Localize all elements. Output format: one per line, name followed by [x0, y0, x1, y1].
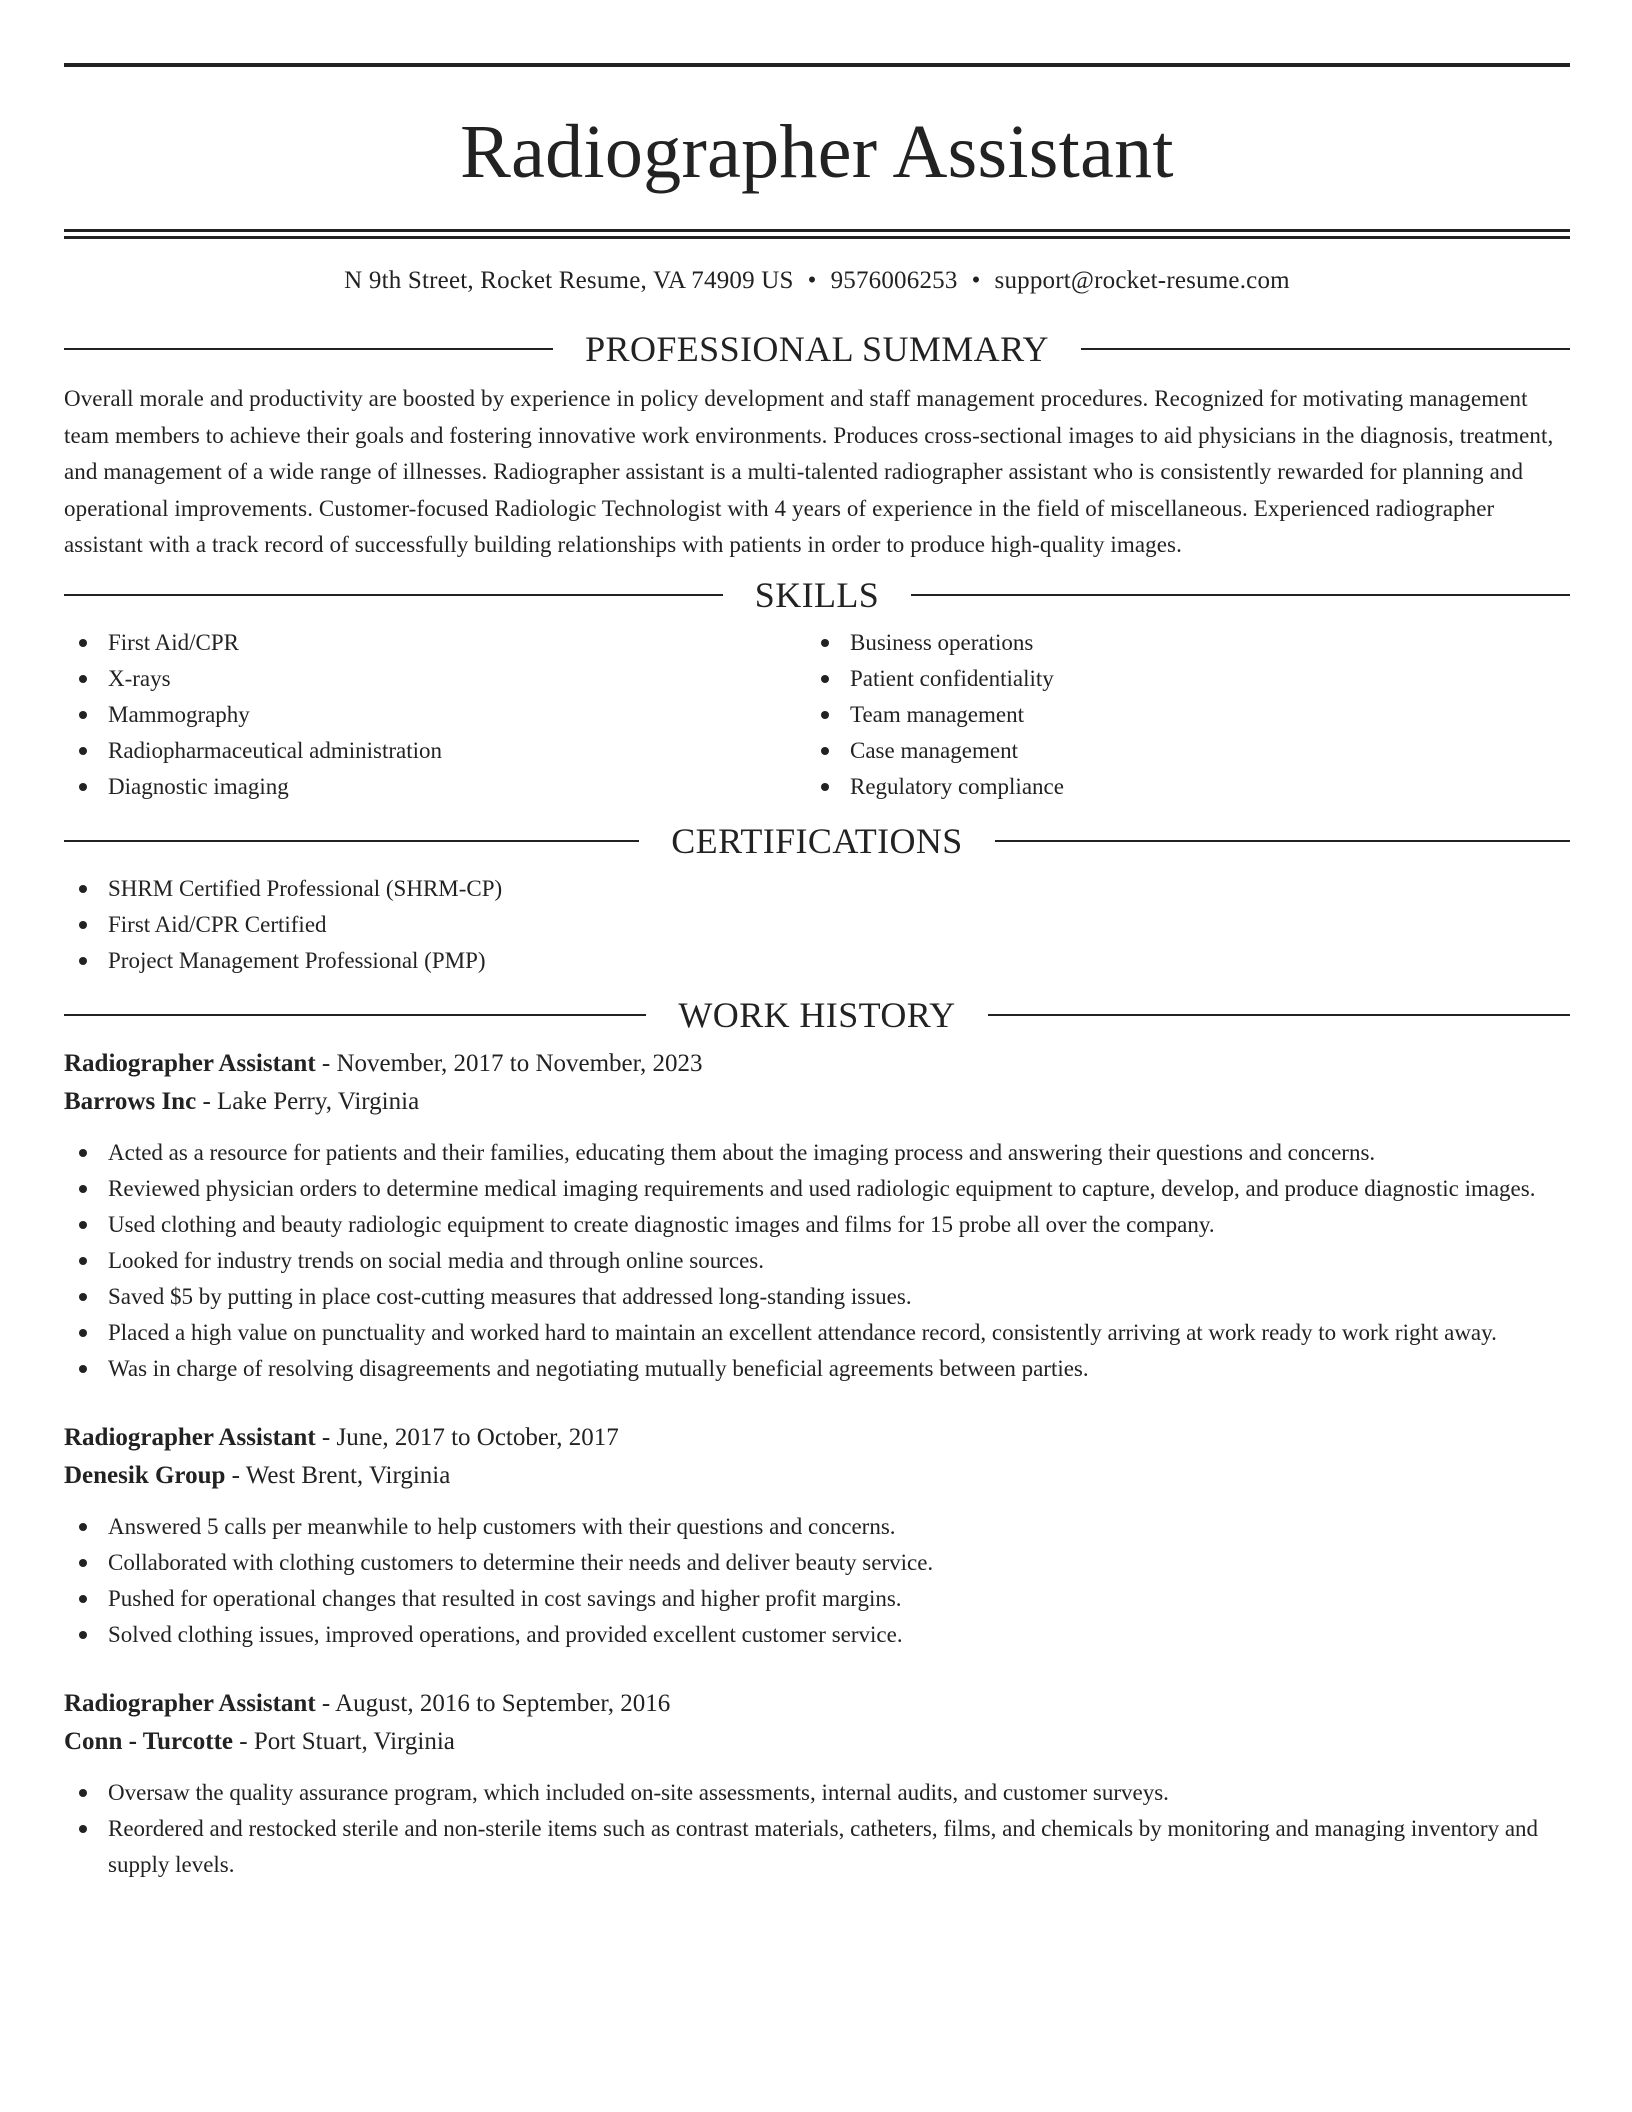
skill-text: First Aid/CPR	[108, 629, 240, 655]
title-double-rule	[64, 229, 1570, 239]
bullet-dot	[821, 639, 829, 647]
job-dates: - June, 2017 to October, 2017	[315, 1423, 619, 1451]
section-rule-left	[64, 594, 723, 596]
section-rule-right	[988, 1014, 1570, 1016]
job-company: Denesik Group	[64, 1461, 226, 1489]
job-dates: - August, 2016 to September, 2016	[315, 1689, 671, 1717]
section-rule-left	[64, 348, 553, 350]
skills-columns	[64, 625, 1570, 805]
bullet-dot	[79, 1149, 87, 1157]
duty-text: Oversaw the quality assurance program, which included on-site assessments, internal audits, and customer surveys.	[108, 1779, 1169, 1805]
job-entry	[64, 1419, 1570, 1653]
summary-section-header	[64, 329, 1570, 369]
summary-paragraph: Overall morale and productivity are boosted by experience in policy development and staff management procedures. Recognized for motivating management team members to achieve their goals and fostering innovative work environments. Produces cross-sectional images to aid physicians in the diagnosis, treatment, and management of a wide range of illnesses. Radiographer assistant is a multi-talented radiographer assistant who is consistently rewarded for planning and operational improvements. Customer-focused Radiologic Technologist with 4 years of experience in the field of miscellaneous. Experienced radiographer assistant with a track record of successfully building relationships with patients in order to produce high-quality images.	[64, 386, 1554, 557]
job-entry	[64, 1685, 1570, 1883]
bullet-dot	[79, 1631, 87, 1639]
skill-item	[806, 625, 1548, 661]
skill-item	[806, 769, 1548, 805]
section-heading-work: WORK HISTORY	[678, 994, 956, 1035]
bullet-dot	[79, 1257, 87, 1265]
duty-item	[64, 1509, 1570, 1545]
section-rule-right	[911, 594, 1570, 596]
job-title-line	[64, 1419, 1570, 1457]
duty-text: Saved $5 by putting in place cost-cutting measures that addressed long-standing issues.	[108, 1283, 912, 1309]
duty-text: Answered 5 calls per meanwhile to help customers with their questions and concerns.	[108, 1513, 896, 1539]
bullet-dot	[79, 1185, 87, 1193]
duty-item	[64, 1351, 1570, 1387]
job-duties	[64, 1135, 1570, 1387]
job-title: Radiographer Assistant	[64, 1423, 316, 1451]
certification-item	[64, 871, 1570, 907]
certification-text: Project Management Professional (PMP)	[108, 947, 486, 973]
duty-text: Was in charge of resolving disagreements and negotiating mutually beneficial agreements between parties.	[108, 1355, 1089, 1381]
bullet-dot	[79, 675, 87, 683]
bullet-dot	[79, 639, 87, 647]
skills-section-header	[64, 575, 1570, 615]
job-company: Barrows Inc	[64, 1087, 197, 1115]
job-company-line	[64, 1723, 1570, 1761]
resume-title: Radiographer Assistant	[460, 110, 1174, 194]
skill-text: X-rays	[108, 665, 171, 691]
certification-text: First Aid/CPR Certified	[108, 911, 327, 937]
skill-text: Team management	[850, 701, 1025, 727]
skill-text: Business operations	[850, 629, 1034, 655]
certifications-section-header	[64, 821, 1570, 861]
job-title-line	[64, 1045, 1570, 1083]
bullet-dot	[79, 711, 87, 719]
skill-item	[806, 733, 1548, 769]
job-entry	[64, 1045, 1570, 1387]
certifications-list	[64, 871, 1570, 979]
bullet-dot	[79, 1329, 87, 1337]
skill-item	[64, 697, 806, 733]
section-rule-left	[64, 1014, 646, 1016]
certification-text: SHRM Certified Professional (SHRM-CP)	[108, 875, 503, 901]
duty-text: Collaborated with clothing customers to determine their needs and deliver beauty service.	[108, 1549, 934, 1575]
duty-item	[64, 1315, 1570, 1351]
job-title-line	[64, 1685, 1570, 1723]
skill-item	[64, 769, 806, 805]
duty-text: Solved clothing issues, improved operations, and provided excellent customer service.	[108, 1621, 903, 1647]
bullet-dot	[79, 747, 87, 755]
skill-text: Diagnostic imaging	[108, 773, 289, 799]
duty-item	[64, 1775, 1570, 1811]
bullet-dot	[79, 957, 87, 965]
contact-address: N 9th Street, Rocket Resume, VA 74909 US	[344, 267, 794, 294]
job-duties	[64, 1509, 1570, 1653]
skill-text: Regulatory compliance	[850, 773, 1064, 799]
contact-separator: •	[971, 267, 981, 294]
skill-item	[806, 661, 1548, 697]
bullet-dot	[79, 1221, 87, 1229]
duty-item	[64, 1135, 1570, 1171]
skill-text: Patient confidentiality	[850, 665, 1054, 691]
section-heading-certifications: CERTIFICATIONS	[671, 820, 963, 861]
skill-item	[806, 697, 1548, 733]
bullet-dot	[821, 747, 829, 755]
skill-text: Radiopharmaceutical administration	[108, 737, 443, 763]
duty-item	[64, 1617, 1570, 1653]
section-rule-right	[1081, 348, 1570, 350]
bullet-dot	[821, 675, 829, 683]
duty-item	[64, 1243, 1570, 1279]
bullet-dot	[79, 783, 87, 791]
contact-line	[64, 263, 1570, 299]
duty-item	[64, 1581, 1570, 1617]
job-location: - West Brent, Virginia	[225, 1461, 451, 1489]
bullet-dot	[79, 1559, 87, 1567]
section-rule-left	[64, 840, 639, 842]
job-dates: - November, 2017 to November, 2023	[315, 1049, 703, 1077]
certification-item	[64, 907, 1570, 943]
duty-text: Looked for industry trends on social media and through online sources.	[108, 1247, 764, 1273]
contact-email: support@rocket-resume.com	[994, 267, 1290, 294]
job-duties	[64, 1775, 1570, 1883]
contact-phone: 9576006253	[830, 267, 958, 294]
top-rule	[64, 63, 1570, 67]
duty-item	[64, 1171, 1570, 1207]
bullet-dot	[79, 1523, 87, 1531]
skill-text: Mammography	[108, 701, 250, 727]
section-rule-right	[995, 840, 1570, 842]
job-title: Radiographer Assistant	[64, 1049, 316, 1077]
duty-item	[64, 1279, 1570, 1315]
job-location: - Port Stuart, Virginia	[233, 1727, 455, 1755]
bullet-dot	[79, 1293, 87, 1301]
section-heading-skills: SKILLS	[754, 574, 880, 615]
duty-text: Reordered and restocked sterile and non-sterile items such as contrast materials, catheters, films, and chemicals by monitoring and managing inventory and supply levels.	[108, 1815, 1539, 1877]
section-heading-summary: PROFESSIONAL SUMMARY	[585, 329, 1049, 369]
bullet-dot	[79, 1365, 87, 1373]
skill-item	[64, 733, 806, 769]
work-section-header	[64, 995, 1570, 1035]
job-location: - Lake Perry, Virginia	[196, 1087, 420, 1115]
bullet-dot	[821, 711, 829, 719]
bullet-dot	[79, 1789, 87, 1797]
skills-list-right	[806, 625, 1548, 805]
duty-text: Reviewed physician orders to determine medical imaging requirements and used radiologic equipment to capture, develop, and produce diagnostic images.	[108, 1175, 1536, 1201]
skill-item	[64, 625, 806, 661]
skill-item	[64, 661, 806, 697]
resume-page	[64, 63, 1570, 1883]
bullet-dot	[79, 921, 87, 929]
skills-list-left	[64, 625, 806, 805]
contact-separator: •	[807, 267, 817, 294]
duty-text: Used clothing and beauty radiologic equipment to create diagnostic images and films for 15 probe all over the company.	[108, 1211, 1215, 1237]
job-company: Conn - Turcotte	[64, 1727, 234, 1755]
duty-item	[64, 1545, 1570, 1581]
bullet-dot	[79, 1595, 87, 1603]
job-company-line	[64, 1083, 1570, 1121]
duty-text: Acted as a resource for patients and their families, educating them about the imaging process and answering their questions and concerns.	[108, 1139, 1376, 1165]
duty-text: Pushed for operational changes that resulted in cost savings and higher profit margins.	[108, 1585, 902, 1611]
duty-item	[64, 1207, 1570, 1243]
duty-item	[64, 1811, 1570, 1883]
bullet-dot	[79, 1825, 87, 1833]
bullet-dot	[79, 885, 87, 893]
bullet-dot	[821, 783, 829, 791]
duty-text: Placed a high value on punctuality and worked hard to maintain an excellent attendance record, consistently arriving at work ready to work right away.	[108, 1319, 1497, 1345]
certification-item	[64, 943, 1570, 979]
job-company-line	[64, 1457, 1570, 1495]
skill-text: Case management	[850, 737, 1018, 763]
job-title: Radiographer Assistant	[64, 1689, 316, 1717]
